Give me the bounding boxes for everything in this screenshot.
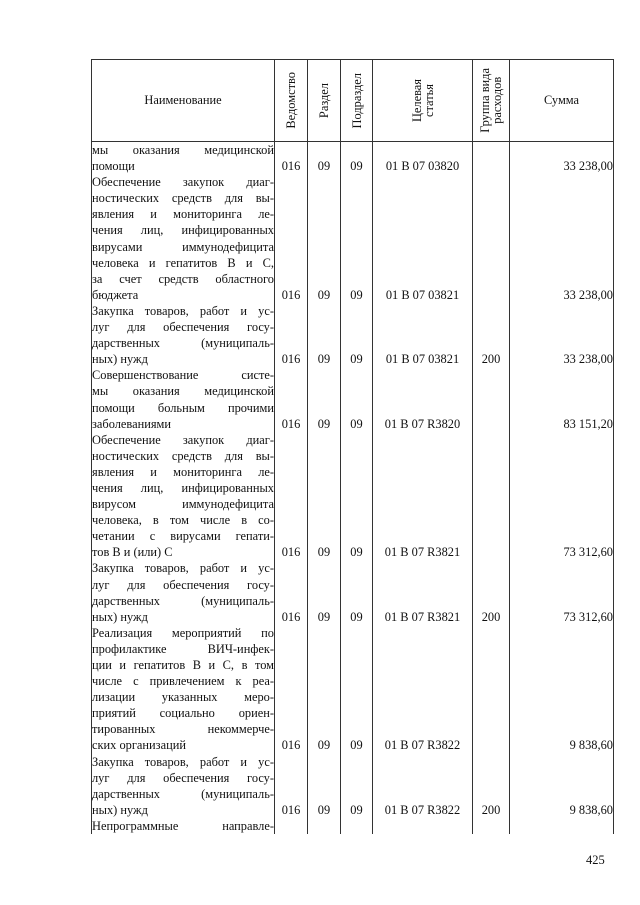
row-name-line: Закупка товаров, работ и ус- xyxy=(92,754,274,769)
row-target: 01 В 07 03820 xyxy=(373,142,473,175)
row-target: 01 В 07 R3820 xyxy=(373,367,473,431)
row-expense-group xyxy=(473,432,510,561)
row-amount: 9 838,60 xyxy=(510,754,614,818)
table-header xyxy=(92,60,614,142)
row-name-line: луг для обеспечения госу- xyxy=(92,577,274,592)
header-subsection: Подраздел xyxy=(341,60,373,142)
row-name xyxy=(92,303,275,367)
row-name xyxy=(92,818,275,834)
row-target: 01 В 07 R3821 xyxy=(373,432,473,561)
row-section: 09 xyxy=(308,432,341,561)
row-name-line: Закупка товаров, работ и ус- xyxy=(92,561,274,576)
row-name-line: луг для обеспечения госу- xyxy=(92,320,274,335)
row-subsection: 09 xyxy=(341,625,373,754)
row-name xyxy=(92,142,275,175)
row-section: 09 xyxy=(308,142,341,175)
row-name-line: ных) нужд xyxy=(92,609,148,624)
page-number: 425 xyxy=(586,853,605,867)
row-department: 016 xyxy=(275,625,308,754)
row-section: 09 xyxy=(308,560,341,624)
table-row xyxy=(92,174,614,303)
header-expense-group: Группа вида расходов xyxy=(473,60,510,142)
row-name-line: дарственных (муниципаль- xyxy=(92,336,274,351)
row-department: 016 xyxy=(275,303,308,367)
row-name-line: явления и мониторинга ле- xyxy=(92,207,274,222)
row-name-line: человека, в том числе в со- xyxy=(92,513,274,528)
row-target: 01 В 07 03821 xyxy=(373,303,473,367)
row-amount: 73 312,60 xyxy=(510,432,614,561)
row-amount xyxy=(510,818,614,834)
row-subsection: 09 xyxy=(341,432,373,561)
row-subsection xyxy=(341,818,373,834)
row-subsection: 09 xyxy=(341,754,373,818)
table-row xyxy=(92,625,614,754)
row-name-line: ностических средств для вы- xyxy=(92,448,274,463)
row-subsection: 09 xyxy=(341,174,373,303)
row-amount: 83 151,20 xyxy=(510,367,614,431)
row-name xyxy=(92,625,275,754)
row-name-line: мы оказания медицинской xyxy=(92,143,274,157)
row-name xyxy=(92,560,275,624)
row-name-line: Непрограммные направле- xyxy=(92,818,274,833)
table-row xyxy=(92,818,614,834)
row-section: 09 xyxy=(308,754,341,818)
row-target xyxy=(373,818,473,834)
row-department: 016 xyxy=(275,174,308,303)
row-name-line: Реализация мероприятий по xyxy=(92,625,274,640)
row-name-line: профилактике ВИЧ-инфек- xyxy=(92,641,274,656)
row-expense-group xyxy=(473,367,510,431)
row-name xyxy=(92,174,275,303)
row-amount: 9 838,60 xyxy=(510,625,614,754)
row-name-line: тированных некоммерче- xyxy=(92,722,274,737)
row-section: 09 xyxy=(308,174,341,303)
row-name-line: Обеспечение закупок диаг- xyxy=(92,175,274,190)
row-name-line: ных) нужд xyxy=(92,352,148,367)
row-name-line: ных) нужд xyxy=(92,802,148,817)
table-row xyxy=(92,142,614,175)
row-name xyxy=(92,432,275,561)
row-name-line: числе с привлечением к реа- xyxy=(92,674,274,689)
row-department: 016 xyxy=(275,560,308,624)
row-target: 01 В 07 R3821 xyxy=(373,560,473,624)
row-target: 01 В 07 R3822 xyxy=(373,625,473,754)
row-section: 09 xyxy=(308,367,341,431)
row-amount: 33 238,00 xyxy=(510,303,614,367)
row-department xyxy=(275,818,308,834)
row-amount: 33 238,00 xyxy=(510,174,614,303)
row-name-line: вирусом иммунодефицита xyxy=(92,497,274,512)
header-name: Наименование xyxy=(92,60,275,142)
row-name-line: ностических средств для вы- xyxy=(92,191,274,206)
row-expense-group: 200 xyxy=(473,303,510,367)
row-name-line: ции и гепатитов В и С, в том xyxy=(92,658,274,672)
row-name-line: мы оказания медицинской xyxy=(92,384,274,399)
row-subsection: 09 xyxy=(341,142,373,175)
row-subsection: 09 xyxy=(341,303,373,367)
row-name-line: помощи больным прочими xyxy=(92,400,274,415)
table-row xyxy=(92,432,614,561)
row-name-line: человека и гепатитов В и С, xyxy=(92,255,274,270)
table-row xyxy=(92,560,614,624)
row-name xyxy=(92,754,275,818)
row-name-line: явления и мониторинга ле- xyxy=(92,464,274,479)
row-name-line: тов В и (или) С xyxy=(92,545,173,560)
row-section: 09 xyxy=(308,303,341,367)
row-department: 016 xyxy=(275,432,308,561)
row-department: 016 xyxy=(275,142,308,175)
table-body xyxy=(92,142,614,835)
row-expense-group xyxy=(473,174,510,303)
row-section: 09 xyxy=(308,625,341,754)
row-amount: 33 238,00 xyxy=(510,142,614,175)
row-name-line: помощи xyxy=(92,159,135,174)
row-name-line: четании с вирусами гепати- xyxy=(92,529,274,544)
row-name-line: чения лиц, инфицированных xyxy=(92,223,274,238)
header-section: Раздел xyxy=(308,60,341,142)
row-section xyxy=(308,818,341,834)
row-subsection: 09 xyxy=(341,367,373,431)
budget-table xyxy=(91,59,614,834)
row-name-line: Совершенствование систе- xyxy=(92,368,274,383)
row-name-line: за счет средств областного xyxy=(92,271,274,286)
row-name-line: дарственных (муниципаль- xyxy=(92,786,274,801)
row-name-line: луг для обеспечения госу- xyxy=(92,770,274,785)
row-name-line: лизации указанных меро- xyxy=(92,690,274,705)
row-expense-group: 200 xyxy=(473,754,510,818)
table-row xyxy=(92,754,614,818)
row-name-line: приятий социально ориен- xyxy=(92,706,274,721)
header-target: Целевая статья xyxy=(373,60,473,142)
row-name-line: чения лиц, инфицированных xyxy=(92,480,274,495)
row-amount: 73 312,60 xyxy=(510,560,614,624)
row-name-line: вирусами иммунодефицита xyxy=(92,239,274,254)
row-name-line: ских организаций xyxy=(92,738,186,753)
row-subsection: 09 xyxy=(341,560,373,624)
row-expense-group: 200 xyxy=(473,560,510,624)
row-expense-group xyxy=(473,818,510,834)
row-target: 01 В 07 R3822 xyxy=(373,754,473,818)
header-department: Ведомство xyxy=(275,60,308,142)
row-expense-group xyxy=(473,142,510,175)
row-name xyxy=(92,367,275,431)
row-department: 016 xyxy=(275,754,308,818)
header-amount: Сумма xyxy=(510,60,614,142)
table-row xyxy=(92,367,614,431)
table-row xyxy=(92,303,614,367)
row-name-line: Закупка товаров, работ и ус- xyxy=(92,303,274,318)
row-name-line: дарственных (муниципаль- xyxy=(92,593,274,608)
row-target: 01 В 07 03821 xyxy=(373,174,473,303)
row-name-line: Обеспечение закупок диаг- xyxy=(92,432,274,447)
row-expense-group xyxy=(473,625,510,754)
row-name-line: бюджета xyxy=(92,287,139,302)
row-department: 016 xyxy=(275,367,308,431)
row-name-line: заболеваниями xyxy=(92,416,172,431)
